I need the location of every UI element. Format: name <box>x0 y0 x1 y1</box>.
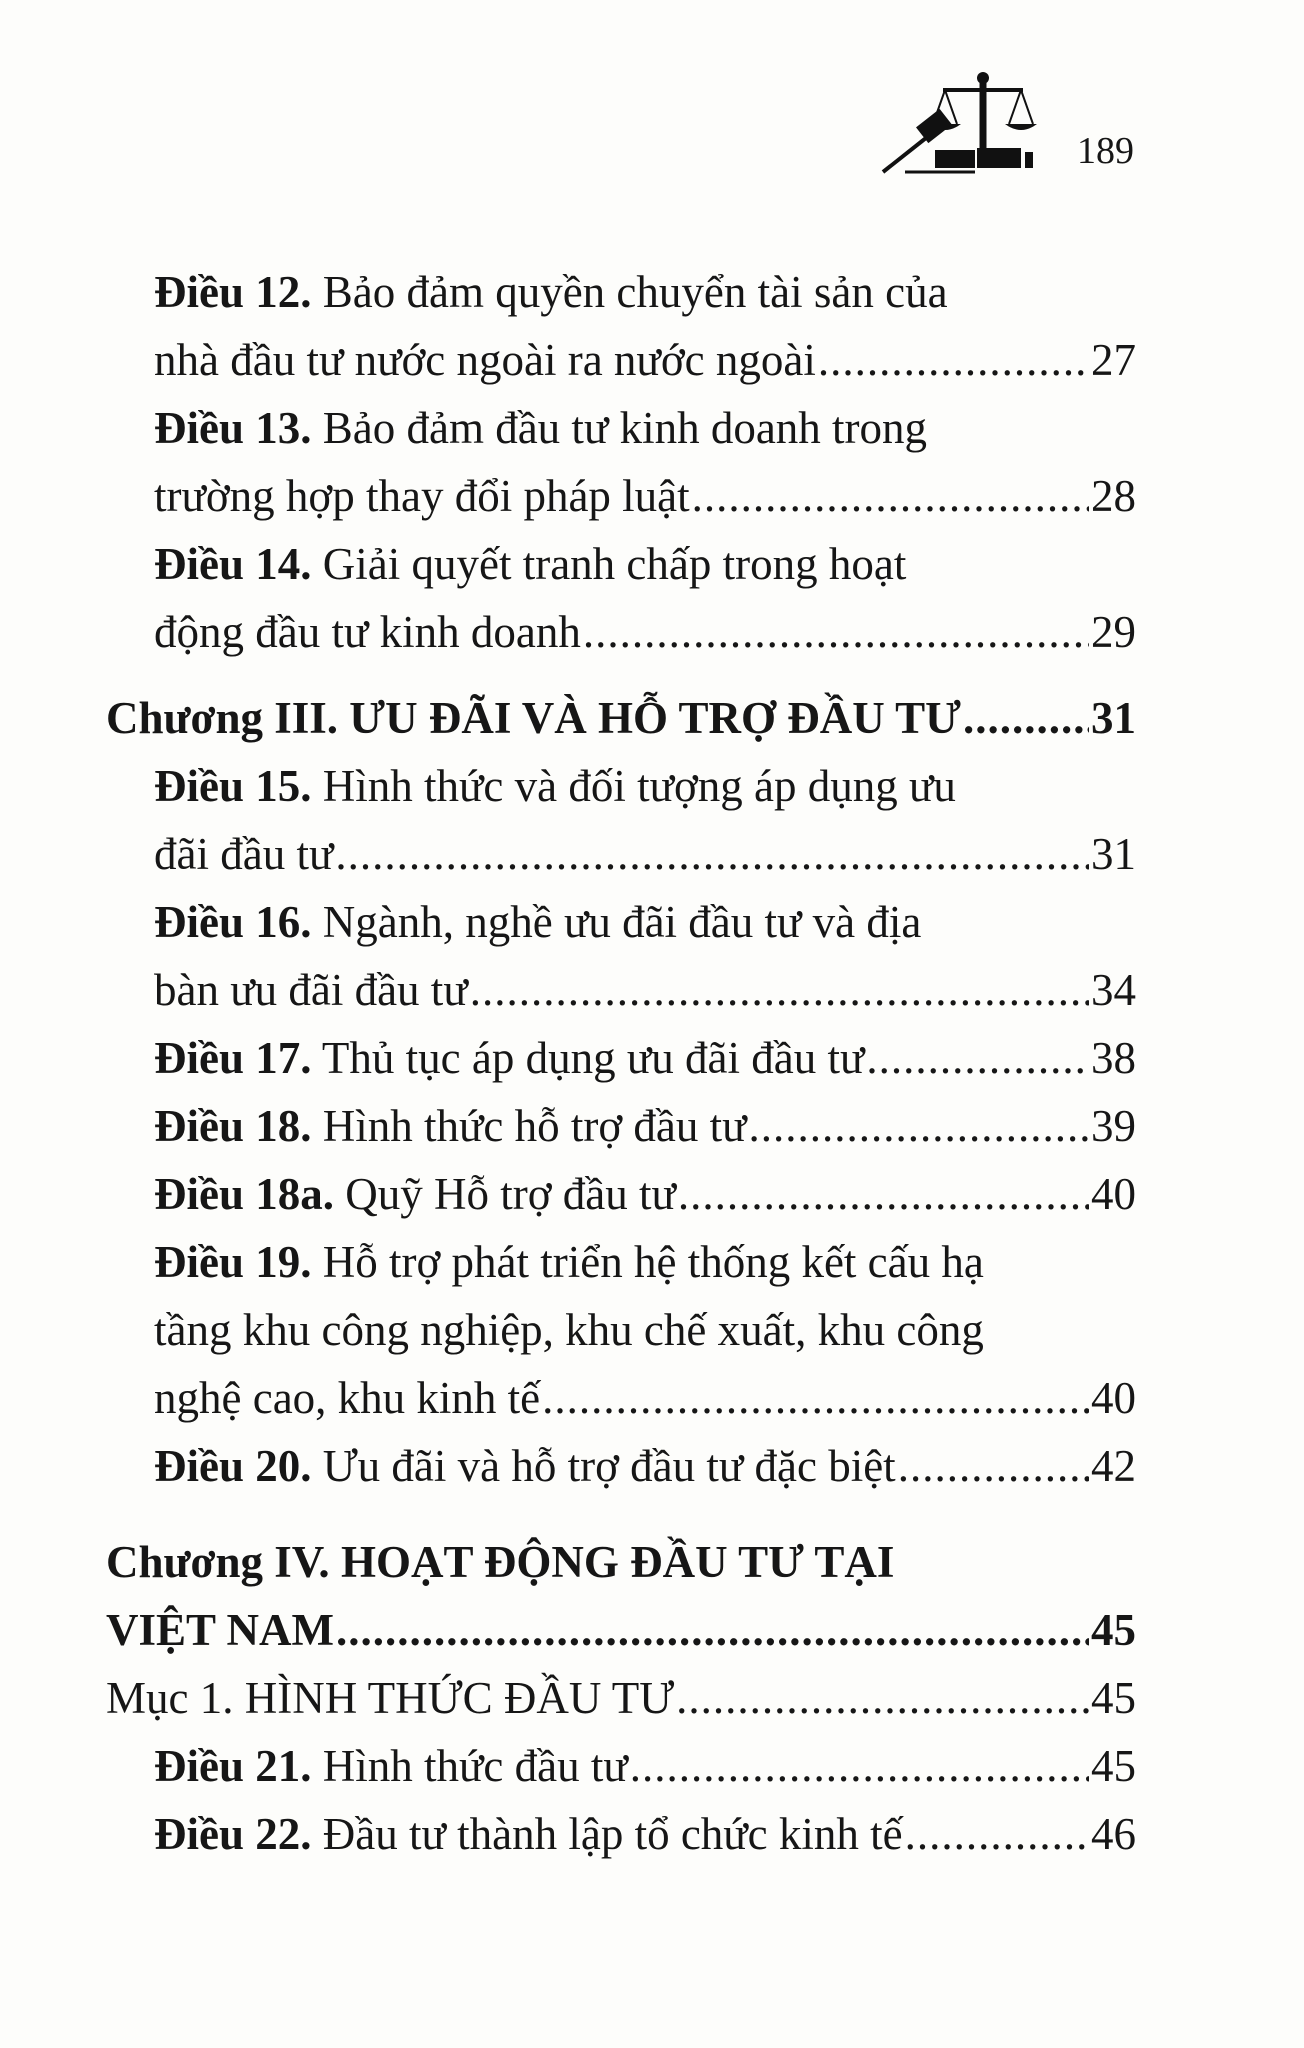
toc-entry-label: Điều 15. <box>154 761 312 811</box>
toc-page-number: 28 <box>1091 471 1136 521</box>
leader-dots <box>905 1800 1089 1868</box>
toc-chapter-entry[interactable] <box>106 684 1136 752</box>
toc-entry-line <box>106 888 1136 956</box>
toc-section-label: Mục 1. <box>106 1673 234 1723</box>
toc-page-number: 38 <box>1091 1033 1136 1083</box>
leader-dots <box>866 1024 1089 1092</box>
toc-entry[interactable] <box>106 1092 1136 1160</box>
toc-page-number: 31 <box>1091 693 1136 743</box>
toc-page-number: 31 <box>1091 829 1136 879</box>
toc-chapter-entry[interactable] <box>106 1596 1136 1664</box>
toc-section-entry[interactable] <box>106 1664 1136 1732</box>
toc-entry-line <box>106 394 1136 462</box>
toc-entry-label: Điều 20. <box>154 1441 312 1491</box>
toc-chapter-line <box>106 1528 1136 1596</box>
toc-entry-label: Điều 12. <box>154 267 312 317</box>
toc-page-number: 40 <box>1091 1373 1136 1423</box>
toc-page-number: 45 <box>1091 1673 1136 1723</box>
toc-entry-title: Thủ tục áp dụng ưu đãi đầu tư <box>311 1033 865 1083</box>
leader-dots <box>692 462 1089 530</box>
toc-entry[interactable] <box>106 1432 1136 1500</box>
toc-page-number: 29 <box>1091 607 1136 657</box>
toc-entry[interactable] <box>106 1024 1136 1092</box>
toc-entry-label: Điều 18. <box>154 1101 312 1151</box>
toc-entry-title: Hình thức và đối tượng áp dụng ưu <box>311 761 956 811</box>
toc-entry[interactable] <box>106 326 1136 394</box>
toc-entry-line <box>106 1228 1136 1296</box>
toc-entry[interactable] <box>106 820 1136 888</box>
toc-entry[interactable] <box>106 1800 1136 1868</box>
leader-dots <box>470 956 1089 1024</box>
toc-entry-label: Điều 18a. <box>154 1169 334 1219</box>
toc-entry-title: nghệ cao, khu kinh tế <box>154 1373 541 1423</box>
toc-entry-title: Hỗ trợ phát triển hệ thống kết cấu hạ <box>311 1237 984 1287</box>
toc-entry-label: Điều 14. <box>154 539 312 589</box>
leader-dots <box>898 1432 1089 1500</box>
toc-entry-title: bàn ưu đãi đầu tư <box>154 965 468 1015</box>
toc-entry-title: đãi đầu tư <box>154 829 334 879</box>
page-header <box>875 68 1134 178</box>
toc-entry-line <box>106 530 1136 598</box>
toc-chapter-label: Chương III. <box>106 693 339 743</box>
leader-dots <box>630 1732 1089 1800</box>
leader-dots <box>336 1596 1089 1664</box>
toc-chapter-title: Chương III. ƯU ĐÃI VÀ HỖ TRỢ ĐẦU TƯ <box>106 693 961 743</box>
toc-entry[interactable] <box>106 462 1136 530</box>
toc-entry-label: Điều 17. <box>154 1033 312 1083</box>
leader-dots <box>678 1160 1089 1228</box>
toc-entry-line: tầng khu công nghiệp, khu chế xuất, khu công <box>154 1305 984 1355</box>
toc-page-number: 45 <box>1091 1741 1136 1791</box>
page-number: 189 <box>1077 130 1134 172</box>
toc-page-number: 39 <box>1091 1101 1136 1151</box>
toc-entry-title: Quỹ Hỗ trợ đầu tư <box>334 1169 676 1219</box>
leader-dots <box>583 598 1089 666</box>
toc-entry-title: Hình thức hỗ trợ đầu tư <box>311 1101 747 1151</box>
toc-entry-label: Điều 21. <box>154 1741 312 1791</box>
toc-entry[interactable] <box>106 598 1136 666</box>
scales-of-justice-gavel-icon <box>875 68 1055 178</box>
toc-entry-label: Điều 16. <box>154 897 312 947</box>
toc-page-number: 40 <box>1091 1169 1136 1219</box>
toc-entry[interactable] <box>106 956 1136 1024</box>
leader-dots <box>818 326 1089 394</box>
toc-entry-title: Đầu tư thành lập tổ chức kinh tế <box>311 1809 903 1859</box>
toc-entry[interactable] <box>106 1364 1136 1432</box>
toc-page-number: 46 <box>1091 1809 1136 1859</box>
toc-entry-title: nhà đầu tư nước ngoài ra nước ngoài <box>154 335 816 385</box>
leader-dots <box>676 1664 1089 1732</box>
toc-section-title: HÌNH THỨC ĐẦU TƯ <box>233 1673 675 1723</box>
leader-dots <box>749 1092 1089 1160</box>
toc-entry-title: Bảo đảm đầu tư kinh doanh trong <box>311 403 928 453</box>
table-of-contents <box>106 258 1136 1868</box>
toc-entry[interactable] <box>106 1732 1136 1800</box>
toc-entry-title: Hình thức đầu tư <box>311 1741 628 1791</box>
toc-entry-title: động đầu tư kinh doanh <box>154 607 581 657</box>
toc-entry-title: trường hợp thay đổi pháp luật <box>154 471 690 521</box>
toc-entry-line <box>106 752 1136 820</box>
toc-chapter-label: Chương IV. <box>106 1537 330 1587</box>
toc-page-number: 45 <box>1091 1605 1136 1655</box>
toc-entry-title: Ưu đãi và hỗ trợ đầu tư đặc biệt <box>311 1441 896 1491</box>
toc-page-number: 34 <box>1091 965 1136 1015</box>
toc-entry-title: Ngành, nghề ưu đãi đầu tư và địa <box>311 897 922 947</box>
toc-entry-label: Điều 19. <box>154 1237 312 1287</box>
toc-entry-line <box>106 258 1136 326</box>
leader-dots <box>963 684 1089 752</box>
leader-dots <box>335 820 1089 888</box>
toc-entry[interactable] <box>106 1160 1136 1228</box>
toc-entry-title: Giải quyết tranh chấp trong hoạt <box>311 539 907 589</box>
toc-chapter-title: HOẠT ĐỘNG ĐẦU TƯ TẠI <box>329 1537 895 1587</box>
toc-chapter-title: VIỆT NAM <box>106 1605 334 1655</box>
toc-entry-label: Điều 22. <box>154 1809 312 1859</box>
toc-page-number: 42 <box>1091 1441 1136 1491</box>
leader-dots <box>542 1364 1089 1432</box>
toc-entry-title: Bảo đảm quyền chuyển tài sản của <box>311 267 948 317</box>
toc-page-number: 27 <box>1091 335 1136 385</box>
toc-entry-label: Điều 13. <box>154 403 312 453</box>
